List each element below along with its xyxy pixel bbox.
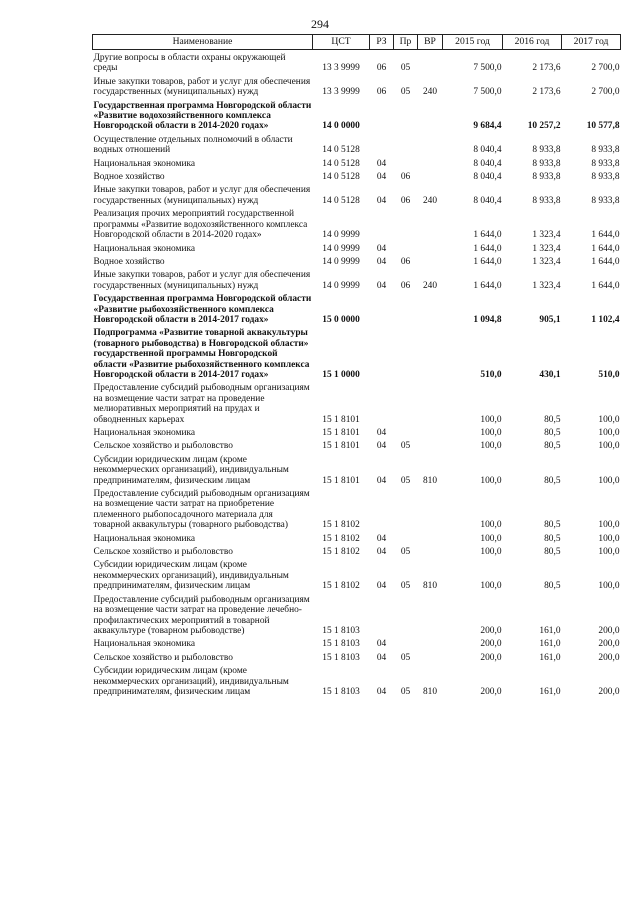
table-row: [93, 50, 621, 74]
cell-2017: 1 644,0: [591, 230, 620, 241]
cell-vr: [418, 650, 443, 663]
cell-rz: 04: [376, 652, 387, 663]
cell-2017: 200,0: [598, 652, 620, 663]
cell-2015: 100,0: [480, 475, 502, 486]
cell-vr: 240: [422, 280, 438, 291]
table-row: [93, 452, 621, 486]
cell-vr: [418, 169, 443, 182]
cell-cst: 14 0 5128: [322, 195, 360, 206]
cell-name: Национальная экономика: [93, 428, 196, 438]
cell-2016: 2 173,6: [532, 87, 561, 98]
cell-2015: 200,0: [480, 652, 502, 663]
cell-2015: 100,0: [480, 581, 502, 592]
cell-rz: 04: [376, 428, 387, 438]
cell-cst: 14 0 9999: [322, 280, 360, 291]
cell-2017: 1 102,4: [591, 314, 620, 325]
cell-cst: 15 1 8101: [322, 414, 360, 425]
cell-pr: 05: [400, 63, 411, 74]
cell-2016: 905,1: [539, 314, 561, 325]
cell-pr: [394, 132, 418, 156]
cell-2017: 100,0: [598, 520, 620, 531]
cell-vr: [418, 486, 443, 531]
cell-pr: [394, 592, 418, 637]
column-header-2017: 2017 год: [562, 35, 621, 50]
cell-cst: 14 0 0000: [322, 121, 360, 132]
cell-vr: [418, 50, 443, 74]
cell-pr: 06: [400, 195, 411, 206]
cell-pr: 05: [400, 475, 411, 486]
cell-name: Предоставление субсидий рыбоводным организациям на возмещение части затрат на проведение лечебно-профилактических мероприятий в товарной аквакультуре (товарном рыбоводстве): [93, 594, 310, 636]
cell-cst: 15 0 0000: [322, 314, 360, 325]
cell-2017: 100,0: [598, 581, 620, 592]
column-header-cst: ЦСТ: [313, 35, 370, 50]
cell-2017: 10 577,8: [586, 121, 620, 132]
cell-vr: 240: [422, 195, 438, 206]
cell-name: Национальная экономика: [93, 158, 196, 169]
cell-name: Государственная программа Новгородской области «Развитие водохозяйственного комплекса Новгородской области в 2014-2020 годах»: [93, 100, 312, 132]
cell-pr: [394, 425, 418, 438]
cell-cst: 15 1 8101: [322, 475, 360, 486]
cell-2015: 100,0: [480, 520, 502, 531]
column-header-2016: 2016 год: [503, 35, 562, 50]
cell-2016: 80,5: [544, 428, 561, 438]
cell-rz: 04: [376, 475, 387, 486]
table-row: [93, 425, 621, 438]
cell-pr: 06: [400, 280, 411, 291]
cell-2016: 10 257,2: [527, 121, 561, 132]
cell-cst: 15 1 8103: [322, 625, 360, 636]
cell-vr: [418, 636, 443, 649]
table-row: [93, 380, 621, 425]
cell-2017: 100,0: [598, 547, 620, 558]
table-row: [93, 169, 621, 182]
table-row: [93, 74, 621, 98]
cell-cst: 14 0 9999: [322, 230, 360, 241]
budget-table: [92, 34, 621, 697]
cell-2015: 8 040,4: [473, 172, 502, 183]
cell-rz: 04: [376, 280, 387, 291]
column-header-2015: 2015 год: [443, 35, 503, 50]
cell-rz: 04: [376, 533, 387, 544]
cell-2015: 200,0: [480, 625, 502, 636]
cell-vr: [418, 325, 443, 380]
table-row: [93, 438, 621, 451]
table-row: [93, 557, 621, 591]
cell-2016: 8 933,8: [532, 158, 561, 169]
cell-2016: 161,0: [539, 639, 561, 650]
cell-2016: 161,0: [539, 652, 561, 663]
cell-2017: 510,0: [598, 369, 620, 380]
cell-vr: 240: [422, 87, 438, 98]
table-row: [93, 267, 621, 291]
cell-2016: 80,5: [544, 414, 561, 425]
cell-rz: 04: [376, 686, 387, 697]
cell-2015: 7 500,0: [473, 87, 502, 98]
cell-rz: 04: [376, 195, 387, 206]
cell-cst: 14 0 5128: [322, 158, 360, 169]
cell-2017: 200,0: [598, 639, 620, 650]
cell-vr: [418, 206, 443, 240]
cell-2016: 1 323,4: [532, 256, 561, 267]
cell-2017: 2 700,0: [591, 63, 620, 74]
cell-rz: [370, 291, 394, 325]
cell-rz: [370, 325, 394, 380]
column-header-pr: Пр: [394, 35, 418, 50]
cell-name: Субсидии юридическим лицам (кроме некоммерческих организаций), индивидуальным предпринимателям, физическим лицам: [93, 666, 289, 697]
cell-rz: [370, 98, 394, 132]
table-row: [93, 132, 621, 156]
cell-vr: 810: [422, 475, 438, 486]
cell-cst: 15 1 8103: [322, 686, 360, 697]
cell-2015: 7 500,0: [473, 63, 502, 74]
cell-name: Сельское хозяйство и рыболовство: [93, 547, 233, 558]
cell-2016: 1 323,4: [532, 230, 561, 241]
cell-2017: 1 644,0: [591, 256, 620, 267]
cell-rz: [370, 206, 394, 240]
cell-2017: 2 700,0: [591, 87, 620, 98]
table-row: [93, 254, 621, 267]
cell-vr: [418, 425, 443, 438]
cell-vr: [418, 156, 443, 169]
cell-2015: 9 684,4: [473, 121, 502, 132]
cell-2017: 1 644,0: [591, 243, 620, 254]
cell-cst: 15 1 0000: [322, 369, 360, 380]
table-row: [93, 325, 621, 380]
cell-pr: 06: [400, 172, 411, 183]
cell-2015: 200,0: [480, 686, 502, 697]
table-row: [93, 182, 621, 206]
cell-2015: 200,0: [480, 639, 502, 650]
cell-vr: [418, 291, 443, 325]
cell-cst: 15 1 8101: [322, 428, 360, 438]
cell-2015: 1 644,0: [473, 230, 502, 241]
cell-2016: 80,5: [544, 475, 561, 486]
cell-pr: [394, 291, 418, 325]
cell-vr: [418, 254, 443, 267]
cell-name: Национальная экономика: [93, 639, 196, 650]
cell-name: Национальная экономика: [93, 533, 196, 544]
cell-rz: [370, 486, 394, 531]
cell-pr: 05: [400, 441, 411, 452]
cell-cst: 13 3 9999: [322, 63, 360, 74]
cell-cst: 15 1 8102: [322, 581, 360, 592]
cell-cst: 15 1 8101: [322, 441, 360, 452]
cell-rz: 06: [376, 87, 387, 98]
cell-name: Предоставление субсидий рыбоводным организациям на возмещение части затрат на приобретение племенного рыбопосадочного материала для товарной аквакультуры (товарного рыбоводства): [93, 489, 310, 531]
cell-2015: 100,0: [480, 428, 502, 438]
cell-rz: 04: [376, 158, 387, 169]
cell-2015: 1 644,0: [473, 256, 502, 267]
cell-2017: 200,0: [598, 686, 620, 697]
cell-2016: 80,5: [544, 441, 561, 452]
column-header-rz: РЗ: [370, 35, 394, 50]
cell-2016: 8 933,8: [532, 195, 561, 206]
cell-2015: 8 040,4: [473, 158, 502, 169]
cell-2017: 100,0: [598, 414, 620, 425]
cell-vr: [418, 544, 443, 557]
cell-pr: [394, 486, 418, 531]
cell-2015: 1 094,8: [473, 314, 502, 325]
cell-2017: 8 933,8: [591, 195, 620, 206]
cell-rz: 04: [376, 441, 387, 452]
cell-2015: 8 040,4: [473, 145, 502, 156]
column-header-name: Наименование: [93, 35, 313, 50]
table-row: [93, 592, 621, 637]
cell-name: Сельское хозяйство и рыболовство: [93, 652, 233, 663]
cell-rz: 04: [376, 172, 387, 183]
cell-pr: [394, 325, 418, 380]
table-row: [93, 98, 621, 132]
cell-2016: 80,5: [544, 547, 561, 558]
cell-rz: 06: [376, 63, 387, 74]
table-body: [93, 50, 621, 698]
cell-pr: [394, 531, 418, 544]
table-row: [93, 206, 621, 240]
cell-2017: 100,0: [598, 475, 620, 486]
cell-cst: 15 1 8102: [322, 520, 360, 531]
cell-2016: 161,0: [539, 686, 561, 697]
table-row: [93, 650, 621, 663]
cell-2016: 80,5: [544, 533, 561, 544]
cell-2016: 1 323,4: [532, 243, 561, 254]
cell-cst: 14 0 9999: [322, 243, 360, 254]
cell-rz: 04: [376, 256, 387, 267]
cell-pr: 05: [400, 652, 411, 663]
cell-pr: 05: [400, 686, 411, 697]
cell-cst: 14 0 5128: [322, 172, 360, 183]
cell-vr: [418, 380, 443, 425]
cell-pr: [394, 98, 418, 132]
page-number: 294: [311, 17, 329, 31]
cell-rz: [370, 132, 394, 156]
cell-2015: 100,0: [480, 533, 502, 544]
cell-name: Иные закупки товаров, работ и услуг для обеспечения государственных (муниципальных) нужд: [93, 185, 311, 206]
cell-2016: 8 933,8: [532, 172, 561, 183]
cell-2017: 8 933,8: [591, 172, 620, 183]
cell-2016: 8 933,8: [532, 145, 561, 156]
cell-name: Другие вопросы в области охраны окружающей среды: [93, 53, 286, 74]
cell-cst: 15 1 8102: [322, 533, 360, 544]
cell-cst: 13 3 9999: [322, 87, 360, 98]
cell-2016: 80,5: [544, 520, 561, 531]
cell-2015: 8 040,4: [473, 195, 502, 206]
cell-name: Подпрограмма «Развитие товарной аквакультуры (товарного рыбоводства) в Новгородской области» государственной программы Новгородской области «Развитие рыбохозяйственного комплекса Новгородской области в 2014-2017 годах»: [93, 328, 310, 380]
table-row: [93, 156, 621, 169]
table-row: [93, 241, 621, 254]
cell-2015: 100,0: [480, 441, 502, 452]
table-row: [93, 486, 621, 531]
cell-pr: [394, 380, 418, 425]
cell-cst: 14 0 5128: [322, 145, 360, 156]
cell-rz: [370, 592, 394, 637]
cell-2016: 80,5: [544, 581, 561, 592]
cell-cst: 14 0 9999: [322, 256, 360, 267]
cell-2016: 1 323,4: [532, 280, 561, 291]
cell-vr: 810: [422, 686, 438, 697]
cell-pr: [394, 206, 418, 240]
cell-rz: [370, 380, 394, 425]
cell-pr: [394, 156, 418, 169]
cell-2017: 100,0: [598, 533, 620, 544]
cell-2017: 1 644,0: [591, 280, 620, 291]
cell-pr: [394, 241, 418, 254]
cell-name: Национальная экономика: [93, 243, 196, 254]
cell-2015: 510,0: [480, 369, 502, 380]
cell-name: Осуществление отдельных полномочий в области водных отношений: [93, 134, 293, 156]
cell-pr: 05: [400, 581, 411, 592]
cell-2015: 1 644,0: [473, 280, 502, 291]
cell-name: Субсидии юридическим лицам (кроме некоммерческих организаций), индивидуальным предпринимателям, физическим лицам: [93, 560, 289, 592]
cell-vr: 810: [422, 581, 438, 592]
cell-2017: 100,0: [598, 428, 620, 438]
cell-cst: 15 1 8102: [322, 547, 360, 558]
cell-vr: [418, 592, 443, 637]
cell-vr: [418, 132, 443, 156]
cell-name: Водное хозяйство: [93, 256, 165, 267]
cell-2015: 100,0: [480, 547, 502, 558]
table-row: [93, 531, 621, 544]
cell-cst: 15 1 8103: [322, 639, 360, 650]
cell-vr: [418, 241, 443, 254]
cell-2015: 1 644,0: [473, 243, 502, 254]
cell-name: Субсидии юридическим лицам (кроме некоммерческих организаций), индивидуальным предпринимателям, физическим лицам: [93, 454, 289, 486]
cell-name: Реализация прочих мероприятий государственной программы «Развитие водохозяйственного комплекса Новгородской области в 2014-2020 годах»: [93, 209, 308, 241]
cell-2016: 161,0: [539, 625, 561, 636]
cell-2017: 8 933,8: [591, 158, 620, 169]
cell-vr: [418, 531, 443, 544]
cell-2016: 2 173,6: [532, 63, 561, 74]
cell-rz: 04: [376, 639, 387, 650]
cell-2015: 100,0: [480, 414, 502, 425]
cell-name: Водное хозяйство: [93, 172, 165, 183]
cell-name: Предоставление субсидий рыбоводным организациям на возмещение части затрат на проведение мелиоративных мероприятий на прудах и обводненных карьерах: [93, 383, 310, 425]
cell-name: Иные закупки товаров, работ и услуг для обеспечения государственных (муниципальных) нужд: [93, 76, 311, 98]
cell-2017: 100,0: [598, 441, 620, 452]
cell-rz: 04: [376, 243, 387, 254]
cell-2017: 8 933,8: [591, 145, 620, 156]
cell-name: Иные закупки товаров, работ и услуг для обеспечения государственных (муниципальных) нужд: [93, 270, 311, 291]
cell-pr: [394, 636, 418, 649]
cell-2016: 430,1: [539, 369, 561, 380]
cell-vr: [418, 98, 443, 132]
cell-2017: 200,0: [598, 625, 620, 636]
cell-name: Государственная программа Новгородской области «Развитие рыбохозяйственного комплекса Новгородской области в 2014-2017 годах»: [93, 294, 312, 325]
cell-pr: 06: [400, 256, 411, 267]
cell-name: Сельское хозяйство и рыболовство: [93, 441, 233, 452]
table-row: [93, 663, 621, 697]
cell-rz: 04: [376, 547, 387, 558]
table-row: [93, 636, 621, 649]
table-row: [93, 291, 621, 325]
table-header-row: [93, 35, 621, 50]
table-row: [93, 544, 621, 557]
cell-rz: 04: [376, 581, 387, 592]
cell-cst: 15 1 8103: [322, 652, 360, 663]
cell-pr: 05: [400, 87, 411, 98]
column-header-vr: ВР: [418, 35, 443, 50]
cell-pr: 05: [400, 547, 411, 558]
cell-vr: [418, 438, 443, 451]
